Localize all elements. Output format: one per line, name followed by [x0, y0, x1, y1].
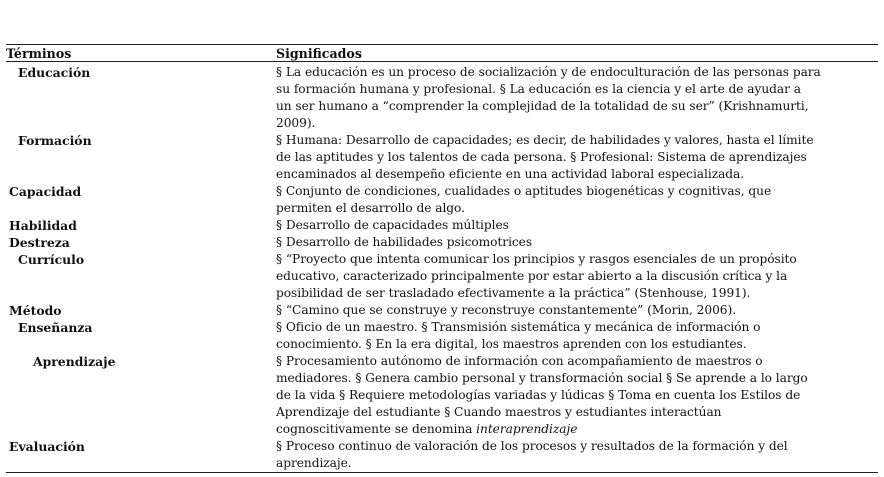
- meaning-line: de la vida § Requiere metodologías variadas y lúdicas § Toma en cuenta los Estilos de: [276, 388, 801, 402]
- meaning-line: § Desarrollo de habilidades psicomotrices: [276, 235, 533, 249]
- meaning-capacidad: [276, 183, 832, 217]
- term-evaluacion: Evaluación: [9, 439, 85, 454]
- term-metodo: Método: [9, 303, 62, 318]
- meaning-line: conocimiento. § En la era digital, los maestros aprenden con los estudiantes.: [276, 337, 747, 351]
- meaning-educacion: [276, 64, 832, 132]
- meaning-line: [276, 421, 832, 438]
- meaning-line: § La educación es un proceso de socialización y de endoculturación de las personas para: [276, 65, 821, 79]
- meaning-line: Aprendizaje del estudiante § Cuando maestros y estudiantes interactúan: [276, 405, 722, 419]
- meaning-formacion: [276, 132, 832, 183]
- meaning-line: educativo, caracterizado principalmente por estar abierto a la discusión crítica y la: [276, 269, 788, 283]
- meaning-line: § Procesamiento autónomo de información con acompañamiento de maestros o: [276, 354, 763, 368]
- table-bottom-rule: [6, 472, 878, 473]
- header-meanings: Significados: [276, 46, 362, 61]
- meaning-line: § Desarrollo de capacidades múltiples: [276, 218, 509, 232]
- meaning-line: su formación humana y profesional. § La educación es la ciencia y el arte de ayudar a: [276, 82, 801, 96]
- term-formacion: Formación: [18, 133, 92, 148]
- term-capacidad: Capacidad: [9, 184, 82, 199]
- meaning-evaluacion: [276, 438, 832, 472]
- meaning-line: § “Proyecto que intenta comunicar los principios y rasgos esenciales de un propósito: [276, 252, 797, 266]
- term-curriculo: Currículo: [18, 252, 85, 267]
- meaning-destreza: [276, 234, 832, 251]
- meaning-line: § Oficio de un maestro. § Transmisión sistemática y mecánica de información o: [276, 320, 761, 334]
- term-habilidad: Habilidad: [9, 218, 77, 233]
- meaning-line: § “Camino que se construye y reconstruye constantemente” (Morin, 2006).: [276, 303, 737, 317]
- header-terms: Términos: [6, 46, 72, 61]
- meaning-aprendizaje: [276, 353, 832, 438]
- meaning-curriculo: [276, 251, 832, 302]
- term-aprendizaje: Aprendizaje: [33, 354, 116, 369]
- meaning-line: aprendizaje.: [276, 456, 352, 470]
- meaning-line: permiten el desarrollo de algo.: [276, 201, 465, 215]
- meaning-line: 2009).: [276, 116, 316, 130]
- term-ensenanza: Enseñanza: [18, 320, 93, 335]
- meaning-line: un ser humano a “comprender la complejidad de la totalidad de su ser” (Krishnamurti,: [276, 99, 809, 113]
- table-header-rule: [6, 61, 878, 62]
- meaning-line-text: cognoscitivamente se denomina: [276, 422, 477, 436]
- meaning-ensenanza: [276, 319, 832, 353]
- meaning-metodo: [276, 302, 832, 319]
- term-destreza: Destreza: [9, 235, 70, 250]
- meaning-habilidad: [276, 217, 832, 234]
- meaning-line: posibilidad de ser trasladado efectivamente a la práctica” (Stenhouse, 1991).: [276, 286, 751, 300]
- emphasis-term: interaprendizaje: [476, 422, 578, 436]
- meaning-line: § Conjunto de condiciones, cualidades o aptitudes biogenéticas y cognitivas, que: [276, 184, 772, 198]
- meaning-line: mediadores. § Genera cambio personal y transformación social § Se aprende a lo largo: [276, 371, 808, 385]
- meaning-line: de las aptitudes y los talentos de cada persona. § Profesional: Sistema de aprendizajes: [276, 150, 807, 164]
- meaning-line: encaminados al desempeño eficiente en una actividad laboral especializada.: [276, 167, 745, 181]
- table-top-rule: [6, 44, 878, 45]
- term-educacion: Educación: [18, 65, 91, 80]
- meaning-line: § Humana: Desarrollo de capacidades; es decir, de habilidades y valores, hasta el límite: [276, 133, 814, 147]
- meaning-line: § Proceso continuo de valoración de los procesos y resultados de la formación y del: [276, 439, 788, 453]
